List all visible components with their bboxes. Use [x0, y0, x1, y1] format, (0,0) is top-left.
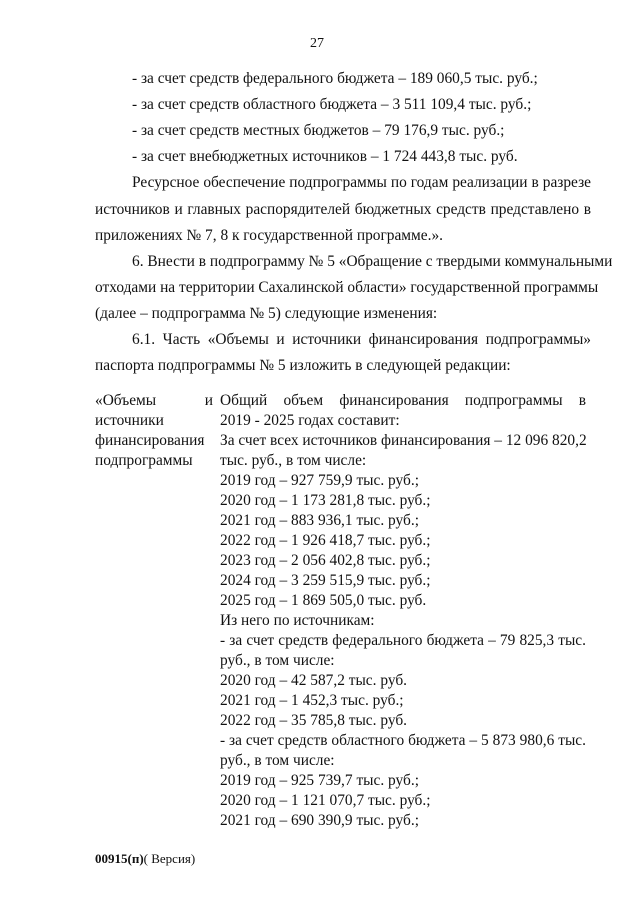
item-6-1-line: паспорта подпрограммы № 5 изложить в следующей редакции: [95, 357, 511, 374]
federal-year-line: 2020 год – 42 587,2 тыс. руб. [220, 672, 408, 689]
table-left-line: подпрограммы [95, 452, 193, 469]
funding-year-line: 2024 год – 3 259 515,9 тыс. руб.; [220, 572, 431, 589]
footer-version [95, 851, 195, 867]
document-code: 00915(п) [95, 851, 144, 866]
resource-line: источников и главных распорядителей бюджетных средств представлено в [95, 201, 591, 218]
funding-year-line: 2019 год – 927 759,9 тыс. руб.; [220, 472, 419, 489]
table-left-line: финансирования [95, 432, 205, 449]
regional-budget-line: - за счет средств областного бюджета – 5 873 980,6 тыс. [220, 732, 586, 749]
funding-year-line: 2020 год – 1 173 281,8 тыс. руб.; [220, 492, 431, 509]
funding-bullet-local: - за счет средств местных бюджетов – 79 176,9 тыс. руб.; [132, 122, 505, 139]
funding-sources-heading: Из него по источникам: [220, 612, 375, 629]
regional-year-line: 2019 год – 925 739,7 тыс. руб.; [220, 772, 419, 789]
funding-period-line: 2019 - 2025 годах составит: [220, 412, 400, 429]
item-6-line: (далее – подпрограмма № 5) следующие изменения: [95, 305, 438, 322]
resource-line: приложениях № 7, 8 к государственной программе.». [95, 227, 444, 244]
funding-year-line: 2025 год – 1 869 505,0 тыс. руб. [220, 592, 427, 609]
funding-year-line: 2021 год – 883 936,1 тыс. руб.; [220, 512, 419, 529]
funding-year-line: 2023 год – 2 056 402,8 тыс. руб.; [220, 552, 431, 569]
funding-all-sources-line: За счет всех источников финансирования – 12 096 820,2 [220, 432, 587, 449]
federal-year-line: 2022 год – 35 785,8 тыс. руб. [220, 712, 408, 729]
item-6-1-line: 6.1. Часть «Объемы и источники финансирования подпрограммы» [132, 331, 591, 348]
federal-year-line: 2021 год – 1 452,3 тыс. руб.; [220, 692, 404, 709]
resource-line: Ресурсное обеспечение подпрограммы по годам реализации в разрезе [132, 174, 591, 191]
funding-year-line: 2022 год – 1 926 418,7 тыс. руб.; [220, 532, 431, 549]
regional-budget-line: руб., в том числе: [220, 752, 335, 769]
table-left-line: «Объемы и [95, 392, 213, 409]
table-left-line: источники [95, 412, 164, 429]
funding-bullet-extrabudgetary: - за счет внебюджетных источников – 1 724 443,8 тыс. руб. [132, 148, 518, 165]
funding-all-sources-line: тыс. руб., в том числе: [220, 452, 367, 469]
item-6-line: отходами на территории Сахалинской области» государственной программы [95, 279, 599, 296]
regional-year-line: 2020 год – 1 121 070,7 тыс. руб.; [220, 792, 431, 809]
funding-bullet-federal: - за счет средств федерального бюджета – 189 060,5 тыс. руб.; [132, 70, 538, 87]
funding-bullet-regional: - за счет средств областного бюджета – 3 511 109,4 тыс. руб.; [132, 96, 532, 113]
funding-total-line: Общий объем финансирования подпрограммы в [220, 392, 586, 409]
page-number: 27 [310, 36, 324, 51]
version-label: ( Версия) [143, 851, 196, 866]
item-6-line: 6. Внести в подпрограмму № 5 «Обращение с твердыми коммунальными [132, 253, 613, 270]
federal-budget-line: руб., в том числе: [220, 652, 335, 669]
federal-budget-line: - за счет средств федерального бюджета – 79 825,3 тыс. [220, 632, 586, 649]
regional-year-line: 2021 год – 690 390,9 тыс. руб.; [220, 812, 419, 829]
